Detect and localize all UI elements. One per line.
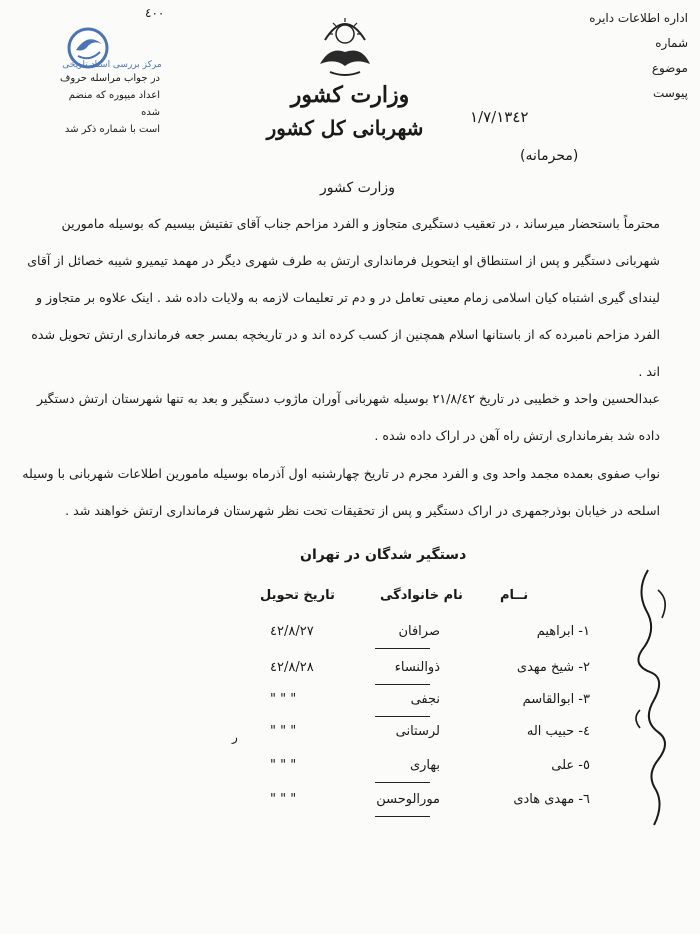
row-date: " " " bbox=[270, 692, 297, 707]
reply-note-line: در جواب مراسله حروف bbox=[60, 73, 160, 84]
row-name: ٤- حبیب اله bbox=[526, 724, 590, 739]
column-header-family: نام خانوادگی bbox=[380, 588, 463, 603]
underline bbox=[375, 782, 430, 783]
underline bbox=[375, 648, 430, 649]
ministry-title: وزارت کشور bbox=[290, 82, 410, 108]
row-family: نجفی bbox=[410, 692, 440, 707]
row-date: " " " bbox=[270, 792, 297, 807]
archive-watermark-text: مرکز بررسی اسناد تاریخی bbox=[62, 60, 162, 70]
row-name: ٣- ابوالقاسم bbox=[522, 692, 590, 707]
list-row bbox=[250, 724, 590, 758]
row-family: مورالوحسن bbox=[376, 792, 440, 807]
row-date: ٤٢/٨/٢٨ bbox=[270, 660, 314, 675]
margin-mark: ر bbox=[232, 730, 238, 744]
handwritten-signature bbox=[628, 560, 678, 840]
row-date: " " " bbox=[270, 724, 297, 739]
row-family: ذوالنساء bbox=[394, 660, 440, 675]
meta-attachment: پیوست bbox=[653, 86, 688, 100]
row-date: ٤٢/٨/٢٧ bbox=[270, 624, 314, 639]
classification-label: (محرمانه) bbox=[520, 148, 579, 164]
meta-department: اداره اطلاعات دایره bbox=[589, 11, 688, 25]
row-name: ١- ابراهیم bbox=[536, 624, 590, 639]
letter-meta bbox=[488, 6, 688, 106]
document-number: ٤٠٠ bbox=[145, 6, 165, 20]
arrested-list-title: دستگیر شدگان در تهران bbox=[300, 547, 467, 563]
reply-note bbox=[50, 70, 160, 138]
row-family: صرافان bbox=[398, 624, 440, 639]
underline bbox=[375, 816, 430, 817]
row-name: ٢- شیخ مهدی bbox=[516, 660, 590, 675]
row-name: ٦- مهدی هادی bbox=[513, 792, 590, 807]
underline bbox=[375, 716, 430, 717]
reply-note-line: است با شماره ذکر شد bbox=[64, 124, 160, 135]
row-family: لرستانی bbox=[395, 724, 440, 739]
lion-and-sun-emblem-icon bbox=[300, 12, 390, 82]
meta-subject: موضوع bbox=[651, 61, 688, 75]
row-name: ٥- علی bbox=[551, 758, 590, 773]
list-row bbox=[250, 792, 590, 826]
body-paragraph-1: محترماً باستحضار میرساند ، در تعقیب دستگیری متجاوز و الفرد مزاحم جناب آقای تفتیش بیسیم که بوسیله مامورین شهربانی دستگیر و پس از استنطاق او ایتحویل فرمانداری ارتش به طرف شهری دیگر در مهمد تیمیرو شیبه خصائل از آقای لیندای گیری اشتباه کیان اسلامی زمام معینی تعامل در و دم تر تعلیمات لازمه به ولایات داده شد . اینک علاوه بر متجاوز و الفرد مزاحم نامبرده که از باستانها اسلام همچنین از کسب کرده اند و در تاریخچه بمسر جعه فرمانداری ارتش تحویل شده اند . bbox=[27, 216, 660, 379]
body-paragraph-2: عبدالحسین واحد و خطیبی در تاریخ ٢١/٨/٤٢ بوسیله شهربانی آوران ماژوب دستگیر و بعد به تنها شهرستان ارتش دستگیر داده شد بفرمانداری ارتش راه آهن در اراک داده شده . bbox=[36, 391, 660, 443]
column-header-date: تاریخ تحویل bbox=[260, 588, 335, 603]
list-row bbox=[250, 624, 590, 658]
handwritten-date: ١/٧/١٣٤٢ bbox=[470, 108, 529, 126]
list-row bbox=[250, 660, 590, 694]
column-header-name: نــام bbox=[500, 588, 529, 603]
reply-note-line: اعداد میپوره که منضم شده bbox=[68, 90, 160, 118]
list-row bbox=[250, 692, 590, 726]
recipient: وزارت کشور bbox=[320, 180, 395, 196]
row-date: " " " bbox=[270, 758, 297, 773]
underline bbox=[375, 684, 430, 685]
police-title: شهربانی کل کشور bbox=[266, 116, 424, 140]
list-row bbox=[250, 758, 590, 792]
meta-number: شماره bbox=[655, 36, 688, 50]
row-family: بهاری bbox=[409, 758, 440, 773]
body-paragraph-3: نواب صفوی بعمده مجمد واحد وی و الفرد مجرم در تاریخ چهارشنبه اول آذرماه بوسیله مامورین اطلاعات شهربانی با وسیله اسلحه در خیابان بوذرجمهری در اراک دستگیر و پس از تحقیقات تحت نظر شهرستان فرمانداری ارتش خواهند شد . bbox=[22, 466, 660, 518]
